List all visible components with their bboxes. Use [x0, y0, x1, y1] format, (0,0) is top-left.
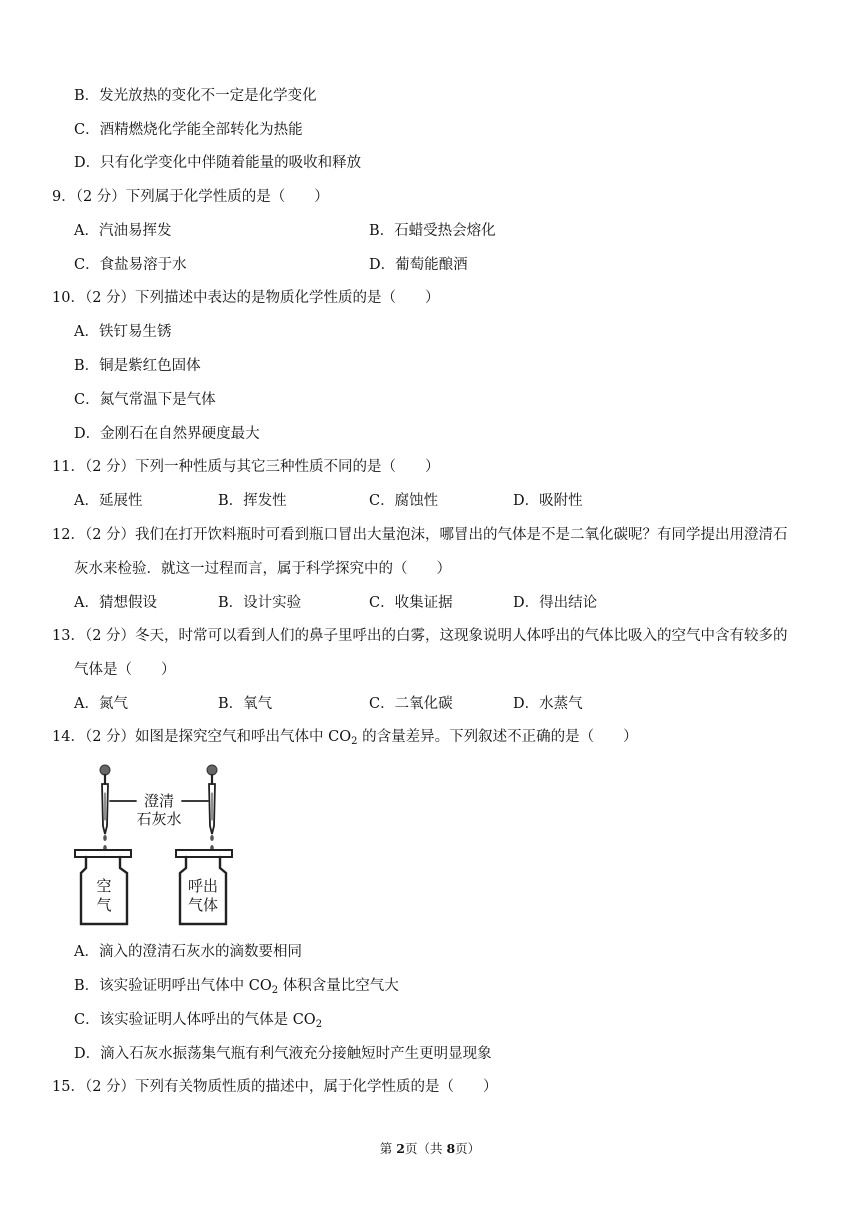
- q10-option-d: D．金刚石在自然界硬度最大: [74, 426, 260, 442]
- q12-option-a: A．猜想假设: [74, 595, 157, 611]
- q9-option-d: D．葡萄能酿酒: [369, 257, 468, 273]
- footer-page-number: 2: [396, 1141, 405, 1156]
- bottle-air-label-2: 气: [96, 896, 112, 914]
- q12-option-b: B．设计实验: [218, 595, 302, 611]
- q13-option-d: D．水蒸气: [513, 696, 583, 712]
- bottle-exhaled-label-2: 气体: [187, 896, 219, 914]
- q14-option-c: [74, 1010, 322, 1030]
- q13-option-b: B．氧气: [218, 696, 273, 712]
- q11-option-d: D．吸附性: [513, 493, 583, 509]
- q11-option-b: B．挥发性: [218, 493, 287, 509]
- q11-option-a: A．延展性: [74, 493, 143, 509]
- q10-option-b: B．铜是紫红色固体: [74, 358, 201, 374]
- bottle-exhaled-label-1: 呼出: [187, 877, 219, 895]
- q14-option-d: D．滴入石灰水振荡集气瓶有利气液充分接触短时产生更明显现象: [74, 1046, 492, 1062]
- q12-stem-line1: 12．（2 分）我们在打开饮料瓶时可看到瓶口冒出大量泡沫，哪冒出的气体是不是二氧化碳呢？有同学提出用澄清石: [52, 527, 788, 543]
- q13-option-c: C．二氧化碳: [369, 696, 453, 712]
- bottle-air-label-1: 空: [96, 877, 112, 895]
- q14-option-b-post: 体积含量比空气大: [278, 978, 399, 994]
- q9-option-b: B．石蜡受热会熔化: [369, 223, 496, 239]
- q14-option-c-pre: C．该实验证明人体呼出的气体是 CO: [74, 1012, 316, 1028]
- q15-stem: 15．（2 分）下列有关物质性质的描述中，属于化学性质的是（ ）: [52, 1079, 498, 1095]
- q10-option-a: A．铁钉易生锈: [74, 324, 172, 340]
- q12-stem-line2: 灰水来检验．就这一过程而言，属于科学探究中的（ ）: [74, 561, 451, 577]
- q9-stem: 9．（2 分）下列属于化学性质的是（ ）: [52, 189, 329, 205]
- q14-option-b-pre: B．该实验证明呼出气体中 CO: [74, 978, 272, 994]
- subscript-2: 2: [351, 736, 358, 747]
- dropper-left-icon: [100, 765, 110, 834]
- q10-stem: 10．（2 分）下列描述中表达的是物质化学性质的是（ ）: [52, 290, 440, 306]
- q14-option-a: A．滴入的澄清石灰水的滴数要相同: [74, 944, 302, 960]
- q13-stem-line2: 气体是（ ）: [74, 662, 176, 678]
- q9-option-c: C．食盐易溶于水: [74, 257, 187, 273]
- subscript-2: 2: [271, 985, 279, 996]
- footer-total-pages: 8: [446, 1141, 456, 1156]
- q14-stem-post: 的含量差异。下列叙述不正确的是（ ）: [357, 729, 638, 745]
- q8-option-c: C．酒精燃烧化学能全部转化为热能: [74, 122, 303, 138]
- experiment-figure: [72, 758, 242, 932]
- dropper-right-icon: [207, 765, 217, 834]
- q14-stem-pre: 14．（2 分）如图是探究空气和呼出气体中 CO: [52, 729, 352, 745]
- q11-stem: 11．（2 分）下列一种性质与其它三种性质不同的是（ ）: [52, 459, 440, 475]
- q8-option-d: D．只有化学变化中伴随着能量的吸收和释放: [74, 155, 362, 171]
- footer-pre: 第: [379, 1141, 397, 1156]
- q14-option-b: [74, 976, 399, 996]
- q12-option-d: D．得出结论: [513, 595, 598, 611]
- reagent-label-bottom: 石灰水: [136, 810, 182, 828]
- q10-option-c: C．氮气常温下是气体: [74, 392, 216, 408]
- q9-option-a: A．汽油易挥发: [74, 223, 172, 239]
- page-footer: [0, 1139, 860, 1157]
- q11-option-c: C．腐蚀性: [369, 493, 439, 509]
- footer-mid: 页（共: [404, 1141, 447, 1156]
- droplets-icon: [103, 835, 214, 851]
- q13-stem-line1: 13．（2 分）冬天，时常可以看到人们的鼻子里呼出的白雾，这现象说明人体呼出的气体比吸入的空气中含有较多的: [52, 628, 788, 644]
- q14-stem: [52, 727, 638, 747]
- q12-option-c: C．收集证据: [369, 595, 453, 611]
- q8-option-b: B．发光放热的变化不一定是化学变化: [74, 88, 317, 104]
- subscript-2: 2: [315, 1019, 323, 1030]
- footer-post: 页）: [455, 1141, 481, 1156]
- reagent-label-top: 澄清: [143, 792, 175, 810]
- q13-option-a: A．氮气: [74, 696, 128, 712]
